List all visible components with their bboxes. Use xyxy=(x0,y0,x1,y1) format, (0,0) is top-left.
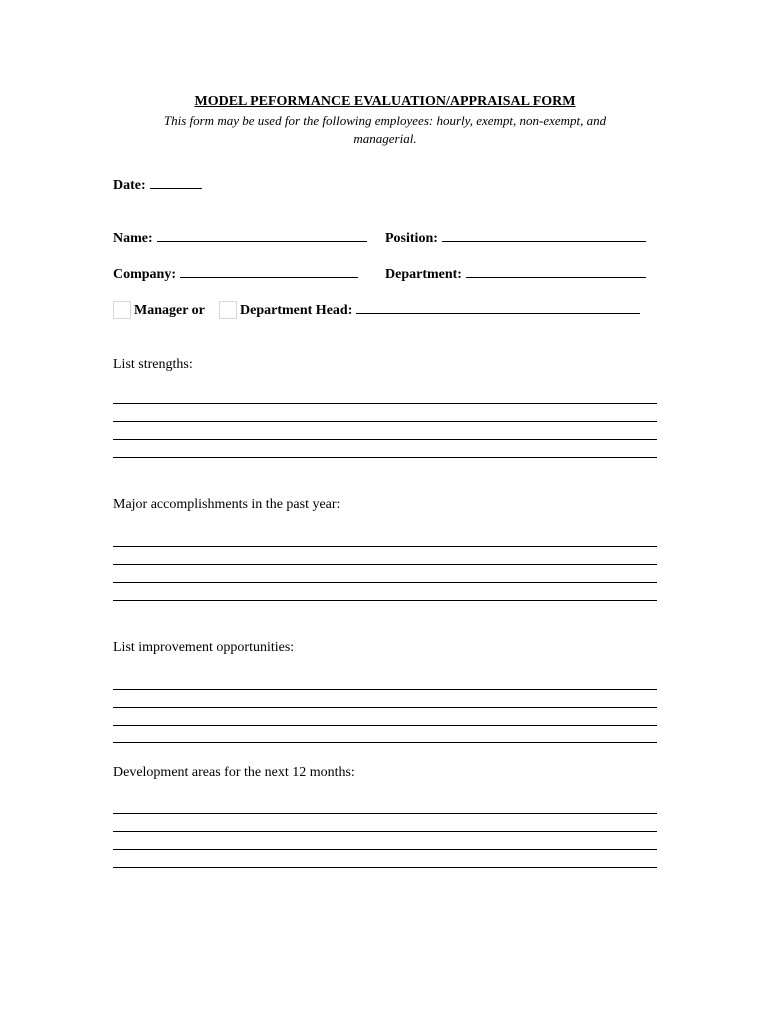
department-head-checkbox[interactable] xyxy=(219,301,237,319)
improvement-line-4[interactable] xyxy=(113,742,657,743)
position-field xyxy=(385,231,646,247)
development-line-4[interactable] xyxy=(113,867,657,868)
development-line-3[interactable] xyxy=(113,849,657,850)
department-head-blank[interactable] xyxy=(356,312,640,314)
department-blank[interactable] xyxy=(466,276,646,278)
improvement-line-2[interactable] xyxy=(113,707,657,708)
department-label: Department: xyxy=(385,267,462,282)
company-blank[interactable] xyxy=(180,276,358,278)
name-blank[interactable] xyxy=(157,240,367,242)
department-head-field xyxy=(240,303,640,319)
name-label: Name: xyxy=(113,231,153,246)
strengths-line-4[interactable] xyxy=(113,457,657,458)
strengths-line-1[interactable] xyxy=(113,403,657,404)
accomplishments-line-2[interactable] xyxy=(113,564,657,565)
department-field xyxy=(385,267,646,283)
accomplishments-line-4[interactable] xyxy=(113,600,657,601)
section-label-development: Development areas for the next 12 months: xyxy=(113,765,355,780)
form-title: MODEL PEFORMANCE EVALUATION/APPRAISAL FORM xyxy=(194,94,576,109)
manager-checkbox[interactable] xyxy=(113,301,131,319)
position-label: Position: xyxy=(385,231,438,246)
section-label-strengths: List strengths: xyxy=(113,357,193,372)
position-blank[interactable] xyxy=(442,240,646,242)
improvement-line-3[interactable] xyxy=(113,725,657,726)
improvement-line-1[interactable] xyxy=(113,689,657,690)
strengths-line-3[interactable] xyxy=(113,439,657,440)
date-field xyxy=(113,178,202,194)
development-line-1[interactable] xyxy=(113,813,657,814)
company-label: Company: xyxy=(113,267,177,282)
department-head-label: Department Head: xyxy=(240,303,353,318)
accomplishments-line-3[interactable] xyxy=(113,582,657,583)
form-subtitle: This form may be used for the following employees: hourly, exempt, non-exempt, and managerial. xyxy=(163,113,607,146)
accomplishments-line-1[interactable] xyxy=(113,546,657,547)
section-label-improvement: List improvement opportunities: xyxy=(113,640,295,655)
manager-field xyxy=(134,303,205,319)
development-line-2[interactable] xyxy=(113,831,657,832)
section-label-accomplishments: Major accomplishments in the past year: xyxy=(113,497,341,512)
strengths-line-2[interactable] xyxy=(113,421,657,422)
date-label: Date: xyxy=(113,178,146,193)
name-field xyxy=(113,231,367,247)
date-blank[interactable] xyxy=(150,187,202,189)
manager-label: Manager or xyxy=(134,303,205,318)
company-field xyxy=(113,267,358,283)
